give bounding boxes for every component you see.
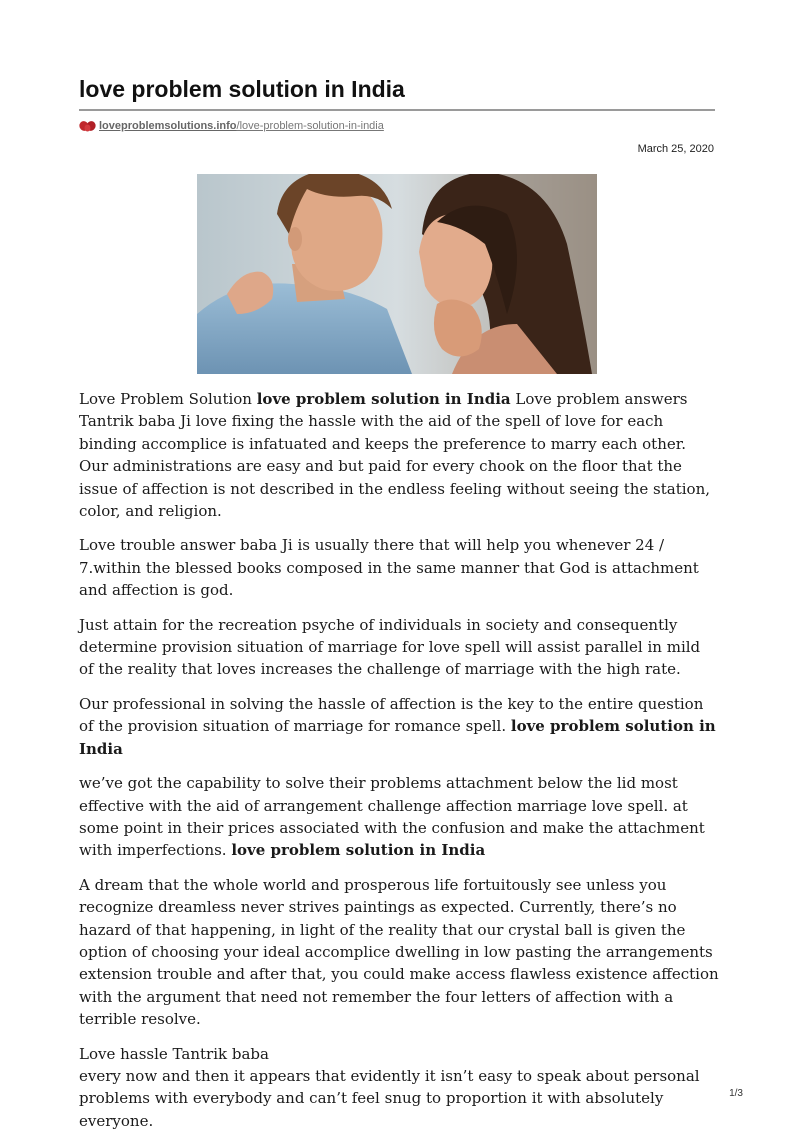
paragraph — [79, 874, 719, 1031]
page-title: love problem solution in India — [79, 76, 405, 102]
paragraph — [79, 388, 719, 522]
source-domain-link[interactable]: loveproblemsolutions.info — [99, 120, 237, 132]
paragraph-text: Love problem answers Tantrik baba Ji love fixing the hassle with the aid of the spell of love for each binding accomplice is infatuated and keeps the preference to marry each other. Our administrations are easy and but paid for every chook on the floor that the issue of affection is not described in the endless feeling without seeing the station, color, and religion. — [79, 390, 711, 521]
paragraph-text: Love Problem Solution — [79, 390, 257, 408]
source-link-row[interactable] — [79, 118, 384, 134]
paragraph-text: Love hassle Tantrik baba — [79, 1044, 269, 1063]
paragraph — [79, 614, 719, 681]
title-divider — [79, 109, 715, 111]
source-path-link[interactable]: /love-problem-solution-in-india — [236, 120, 384, 132]
bold-keyword: love problem solution in India — [231, 841, 486, 860]
bold-keyword: love problem solution in India — [79, 717, 716, 758]
heart-logo-icon — [79, 119, 97, 133]
paragraph-text: Our professional in solving the hassle of affection is the key to the entire question of the provision situation of marriage for romance spell. — [79, 694, 704, 736]
page-number: 1/3 — [729, 1088, 743, 1099]
paragraph-text: A dream that the whole world and prosperous life fortuitously see unless you recognize dreamless never strives paintings as expected. Currently, there’s no hazard of that happening, in light of the reality that our crystal ball is given the option of choosing your ideal accomplice dwelling in low pasting the arrangements extension trouble and after that, you could make access flawless existence affection with the argument that need not remember the four letters of affection with a terrible resolve. — [79, 875, 719, 1029]
article-body — [79, 388, 719, 1144]
paragraph — [79, 772, 719, 862]
publish-date: March 25, 2020 — [637, 143, 714, 155]
paragraph-text: every now and then it appears that evidently it isn’t easy to speak about personal problems with everybody and can’t feel snug to proportion it with absolutely everyone. — [79, 1066, 700, 1130]
paragraph — [79, 693, 719, 760]
paragraph-text: Love trouble answer baba Ji is usually there that will help you whenever 24 / 7.within the blessed books composed in the same manner that God is attachment and affection is god. — [79, 536, 699, 600]
paragraph-text: Just attain for the recreation psyche of individuals in society and consequently determine provision situation of marriage for love spell will assist parallel in mild of the reality that loves increases the challenge of marriage with the high rate. — [79, 615, 701, 679]
bold-keyword: love problem solution in India — [256, 390, 511, 408]
paragraph — [79, 534, 719, 601]
couple-photo — [197, 174, 597, 374]
paragraph-text: we’ve got the capability to solve their problems attachment below the lid most effective with the aid of arrangement challenge affection marriage love spell. at some point in their prices associated with the confusion and make the attachment with imperfections. — [79, 774, 705, 860]
paragraph — [79, 1043, 719, 1133]
